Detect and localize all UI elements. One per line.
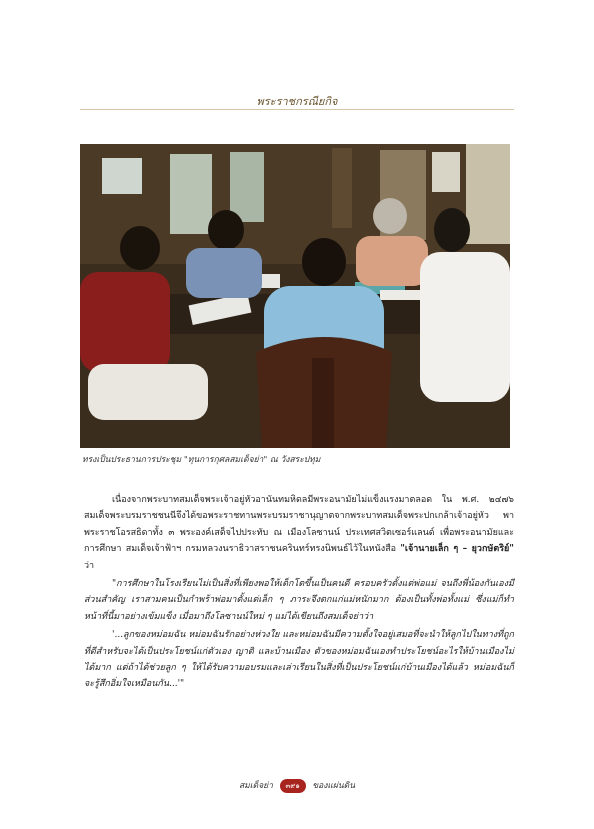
photo-caption: ทรงเป็นประธานการประชุม "ทุนการกุศลสมเด็จย่า" ณ วังสระปทุม xyxy=(82,455,321,465)
paragraph-1-text: เนื่องจากพระบาทสมเด็จพระเจ้าอยู่หัวอานันทมหิดลมีพระอนามัยไม่แข็งแรงมาตลอด ใน พ.ศ. ๒๔๗๖ สมเด็จพระบรมราชชนนีจึงได้ขอพระราชทานพระบรมราชานุญาตจากพระบาทสมเด็จพระปกเกล้าเจ้าอยู่หัว พาพระราชโอรสธิดาทั้ง ๓ พระองค์เสด็จไปประทับ ณ เมืองโลซานน์ ประเทศสวิตเซอร์แลนด์ เพื่อพระอนามัยและการศึกษา สมเด็จเจ้าฟ้าฯ กรมหลวงนราธิวาสราชนครินทร์ทรงนิพนธ์ไว้ในหนังสือ xyxy=(84,495,514,555)
meeting-photo xyxy=(80,144,510,448)
page-footer xyxy=(0,778,594,793)
book-title: "เจ้านายเล็ก ๆ – ยุวกษัตริย์" xyxy=(400,544,514,555)
page-number-badge: ๓๙๑ xyxy=(280,779,306,793)
footer-right-text: ของแผ่นดิน xyxy=(312,781,356,791)
page-header-title: พระราชกรณียกิจ xyxy=(256,95,338,108)
header-divider xyxy=(80,109,514,110)
paragraph-1-end: ว่า xyxy=(84,560,95,571)
body-text xyxy=(84,492,514,693)
paragraph-1 xyxy=(84,492,514,574)
quote-2: '...ลูกของหม่อมฉัน หม่อมฉันรักอย่างห่วงใย และหม่อมฉันมีความตั้งใจอยู่เสมอที่จะนำให้ลูกไปในทางที่ถูกที่ดีสำหรับจะได้เป็นประโยชน์แก่ตัวเอง ญาติ และบ้านเมือง ตัวของหม่อมฉันเองทำประโยชน์อะไรให้บ้านเมืองไม่ได้มาก แต่ถ้าได้ช่วยลูก ๆ ให้ได้รับความอบรมและเล่าเรียนในสิ่งที่เป็นประโยชน์แก่บ้านเมืองได้แล้ว หม่อมฉันก็จะรู้สึกอิ่มใจเหมือนกัน...'" xyxy=(84,630,514,690)
quote-1: "การศึกษาในโรงเรียนไม่เป็นสิ่งที่เพียงพอให้เด็กโตขึ้นเป็นคนดี ครอบครัวตั้งแต่พ่อแม่ จนถึงพี่น้องกันเองมีส่วนสำคัญ เราสามคนเป็นกำพร้าพ่อมาตั้งแต่เล็ก ๆ ภาระจึงตกแก่แม่หนักมาก ต้องเป็นทั้งพ่อทั้งแม่ ซึ่งแม่ก็ทำหน้าที่นี้มาอย่างเข้มแข็ง เมื่อมาถึงโลซานน์ใหม่ ๆ แม่ได้เขียนถึงสมเด็จย่าว่า xyxy=(84,579,514,622)
footer-left-text: สมเด็จย่า xyxy=(238,781,273,791)
